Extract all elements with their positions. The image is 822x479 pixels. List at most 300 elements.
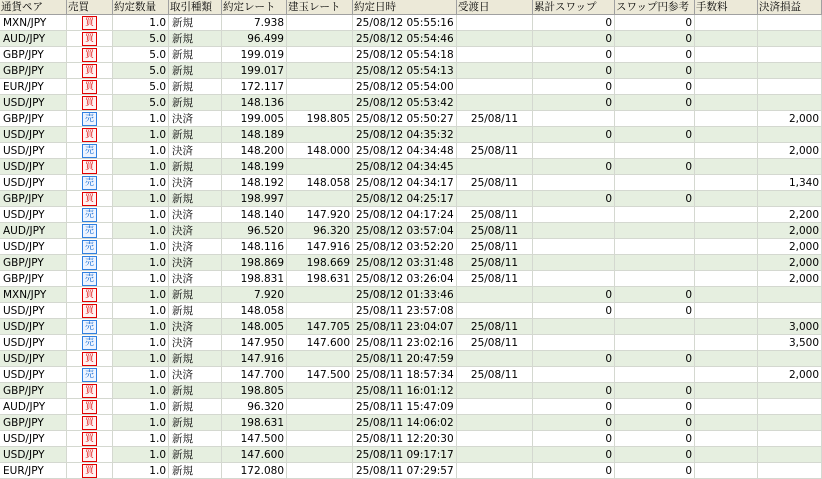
cell-side (67, 143, 113, 159)
header-pair[interactable]: 通貨ペア (0, 0, 67, 15)
cell-pair-text: USD/JPY (3, 161, 45, 173)
cell-swap-reference (615, 223, 695, 239)
cell-profit-loss (758, 79, 822, 95)
cell-settlement-date-text: 25/08/11 (470, 369, 519, 381)
buy-badge: 買 (82, 64, 97, 78)
cell-position-rate (287, 15, 353, 31)
cell-position-rate (287, 415, 353, 431)
cell-cumulative-swap (533, 15, 615, 31)
cell-pair (0, 175, 67, 191)
cell-datetime-text: 25/08/12 01:33:46 (356, 289, 454, 301)
cell-datetime (353, 15, 457, 31)
cell-datetime-text: 25/08/12 03:57:04 (356, 225, 454, 237)
cell-cumulative-swap (533, 63, 615, 79)
cell-profit-loss (758, 271, 822, 287)
cell-pair (0, 303, 67, 319)
cell-profit-loss (758, 255, 822, 271)
cell-side (67, 175, 113, 191)
cell-cumulative-swap-text: 0 (605, 449, 612, 461)
cell-swap-reference (615, 415, 695, 431)
cell-side (67, 95, 113, 111)
cell-rate-text: 148.058 (240, 305, 284, 317)
cell-datetime-text: 25/08/12 03:26:04 (356, 273, 454, 285)
cell-profit-loss-text: 2,000 (788, 241, 819, 253)
cell-type-text: 新規 (172, 401, 193, 413)
cell-settlement-date-text: 25/08/11 (470, 225, 519, 237)
header-datetime[interactable]: 約定日時 (353, 0, 457, 15)
cell-settlement-date (457, 223, 533, 239)
table-row[interactable] (0, 415, 822, 431)
header-type[interactable]: 取引種類 (169, 0, 222, 15)
cell-type (169, 431, 222, 447)
cell-pair (0, 255, 67, 271)
cell-swap-reference (615, 383, 695, 399)
cell-pair-text: USD/JPY (3, 241, 45, 253)
cell-datetime-text: 25/08/11 16:01:12 (356, 385, 454, 397)
cell-swap-reference (615, 159, 695, 175)
cell-qty-text: 1.0 (149, 129, 166, 141)
cell-position-rate (287, 447, 353, 463)
cell-datetime (353, 303, 457, 319)
cell-cumulative-swap-text: 0 (605, 33, 612, 45)
table-row[interactable] (0, 351, 822, 367)
cell-type-text: 決済 (172, 257, 193, 269)
cell-settlement-date (457, 175, 533, 191)
cell-cumulative-swap (533, 351, 615, 367)
cell-pair (0, 399, 67, 415)
cell-pair-text: GBP/JPY (3, 65, 44, 77)
cell-profit-loss-text: 2,200 (788, 209, 819, 221)
cell-type (169, 95, 222, 111)
cell-settlement-date (457, 383, 533, 399)
cell-fee (695, 223, 758, 239)
cell-datetime-text: 25/08/11 23:57:08 (356, 305, 454, 317)
cell-cumulative-swap-text: 0 (605, 417, 612, 429)
cell-datetime-text: 25/08/12 05:54:46 (356, 33, 454, 45)
cell-cumulative-swap-text: 0 (605, 433, 612, 445)
cell-rate-text: 172.080 (240, 465, 284, 477)
cell-profit-loss-text: 2,000 (788, 369, 819, 381)
cell-side (67, 223, 113, 239)
cell-profit-loss-text: 2,000 (788, 273, 819, 285)
cell-pair-text: USD/JPY (3, 353, 45, 365)
header-swap-reference[interactable]: スワップ円参考 (615, 0, 695, 15)
cell-swap-reference-text: 0 (685, 193, 692, 205)
cell-rate (222, 431, 287, 447)
cell-type (169, 143, 222, 159)
cell-cumulative-swap-text: 0 (605, 401, 612, 413)
table-row[interactable] (0, 143, 822, 159)
cell-qty (113, 255, 169, 271)
header-position-rate[interactable]: 建玉レート (287, 0, 353, 15)
cell-datetime (353, 239, 457, 255)
cell-rate (222, 351, 287, 367)
table-row[interactable] (0, 319, 822, 335)
table-row[interactable] (0, 335, 822, 351)
cell-rate (222, 175, 287, 191)
cell-cumulative-swap (533, 319, 615, 335)
cell-datetime (353, 351, 457, 367)
cell-rate-text: 148.140 (240, 209, 284, 221)
table-row[interactable] (0, 431, 822, 447)
header-rate[interactable]: 約定レート (222, 0, 287, 15)
cell-fee (695, 335, 758, 351)
cell-qty (113, 367, 169, 383)
cell-datetime-text: 25/08/11 09:17:17 (356, 449, 454, 461)
cell-side (67, 367, 113, 383)
cell-swap-reference (615, 351, 695, 367)
cell-datetime-text: 25/08/11 20:47:59 (356, 353, 454, 365)
table-row[interactable] (0, 367, 822, 383)
table-row[interactable] (0, 79, 822, 95)
cell-qty (113, 463, 169, 479)
cell-qty-text: 1.0 (149, 193, 166, 205)
cell-qty (113, 351, 169, 367)
cell-qty (113, 95, 169, 111)
table-row[interactable] (0, 127, 822, 143)
cell-swap-reference (615, 143, 695, 159)
cell-cumulative-swap-text: 0 (605, 193, 612, 205)
cell-fee (695, 31, 758, 47)
cell-pair (0, 271, 67, 287)
cell-pair (0, 143, 67, 159)
cell-position-rate-text: 147.600 (306, 337, 350, 349)
cell-side (67, 399, 113, 415)
cell-type-text: 決済 (172, 177, 193, 189)
table-row[interactable] (0, 383, 822, 399)
cell-side (67, 319, 113, 335)
cell-position-rate-text: 198.631 (306, 273, 350, 285)
cell-pair-text: GBP/JPY (3, 385, 44, 397)
cell-datetime (353, 255, 457, 271)
cell-rate-text: 148.116 (240, 241, 284, 253)
cell-settlement-date (457, 95, 533, 111)
cell-datetime (353, 63, 457, 79)
cell-profit-loss (758, 207, 822, 223)
cell-settlement-date (457, 415, 533, 431)
cell-type-text: 決済 (172, 225, 193, 237)
cell-pair (0, 415, 67, 431)
cell-cumulative-swap-text: 0 (605, 305, 612, 317)
cell-pair-text: USD/JPY (3, 129, 45, 141)
cell-qty (113, 287, 169, 303)
cell-pair (0, 159, 67, 175)
cell-pair (0, 111, 67, 127)
cell-pair-text: GBP/JPY (3, 257, 44, 269)
cell-cumulative-swap (533, 399, 615, 415)
cell-rate (222, 111, 287, 127)
cell-type-text: 新規 (172, 433, 193, 445)
cell-rate-text: 147.500 (240, 433, 284, 445)
cell-side (67, 351, 113, 367)
cell-qty-text: 1.0 (149, 145, 166, 157)
cell-fee (695, 303, 758, 319)
cell-datetime-text: 25/08/12 05:55:16 (356, 17, 454, 29)
cell-cumulative-swap (533, 223, 615, 239)
cell-pair (0, 367, 67, 383)
cell-rate (222, 239, 287, 255)
cell-type-text: 新規 (172, 129, 193, 141)
cell-pair (0, 431, 67, 447)
cell-settlement-date (457, 47, 533, 63)
cell-type (169, 239, 222, 255)
table-row[interactable] (0, 111, 822, 127)
cell-type-text: 新規 (172, 385, 193, 397)
cell-pair (0, 207, 67, 223)
cell-settlement-date (457, 15, 533, 31)
cell-position-rate (287, 175, 353, 191)
cell-position-rate (287, 207, 353, 223)
buy-badge: 買 (82, 304, 97, 318)
cell-qty-text: 5.0 (149, 65, 166, 77)
cell-profit-loss (758, 175, 822, 191)
header-row (0, 0, 822, 15)
table-row[interactable] (0, 31, 822, 47)
cell-datetime (353, 447, 457, 463)
cell-datetime-text: 25/08/11 14:06:02 (356, 417, 454, 429)
cell-swap-reference (615, 63, 695, 79)
header-side[interactable]: 売買 (67, 0, 113, 15)
cell-side (67, 415, 113, 431)
table-row[interactable] (0, 207, 822, 223)
cell-cumulative-swap (533, 271, 615, 287)
cell-settlement-date (457, 351, 533, 367)
cell-cumulative-swap (533, 111, 615, 127)
cell-datetime (353, 47, 457, 63)
table-row[interactable] (0, 47, 822, 63)
cell-cumulative-swap-text: 0 (605, 385, 612, 397)
table-row[interactable] (0, 223, 822, 239)
cell-side (67, 383, 113, 399)
table-row[interactable] (0, 463, 822, 479)
cell-qty-text: 1.0 (149, 113, 166, 125)
sell-badge: 売 (82, 368, 97, 382)
cell-type-text: 決済 (172, 145, 193, 157)
cell-type (169, 79, 222, 95)
cell-qty (113, 79, 169, 95)
cell-type-text: 新規 (172, 81, 193, 93)
header-qty[interactable]: 約定数量 (113, 0, 169, 15)
cell-pair (0, 335, 67, 351)
cell-settlement-date-text: 25/08/11 (470, 321, 519, 333)
cell-settlement-date-text: 25/08/11 (470, 145, 519, 157)
cell-swap-reference (615, 335, 695, 351)
cell-swap-reference-text: 0 (685, 33, 692, 45)
cell-qty (113, 399, 169, 415)
cell-profit-loss (758, 31, 822, 47)
cell-qty-text: 1.0 (149, 257, 166, 269)
cell-side (67, 271, 113, 287)
cell-swap-reference-text: 0 (685, 465, 692, 477)
cell-rate (222, 303, 287, 319)
cell-qty (113, 335, 169, 351)
cell-cumulative-swap (533, 191, 615, 207)
cell-rate (222, 335, 287, 351)
cell-settlement-date (457, 431, 533, 447)
cell-position-rate (287, 95, 353, 111)
cell-swap-reference-text: 0 (685, 353, 692, 365)
cell-swap-reference-text: 0 (685, 417, 692, 429)
cell-qty-text: 1.0 (149, 241, 166, 253)
header-profit-loss[interactable]: 決済損益 (758, 0, 822, 15)
cell-swap-reference (615, 111, 695, 127)
cell-swap-reference-text: 0 (685, 449, 692, 461)
cell-rate-text: 148.189 (240, 129, 284, 141)
cell-pair-text: USD/JPY (3, 449, 45, 461)
cell-datetime-text: 25/08/12 04:25:17 (356, 193, 454, 205)
cell-datetime (353, 271, 457, 287)
cell-qty (113, 15, 169, 31)
cell-position-rate (287, 31, 353, 47)
cell-rate-text: 7.938 (253, 17, 284, 29)
table-row[interactable] (0, 447, 822, 463)
cell-pair-text: AUD/JPY (3, 401, 46, 413)
table-row[interactable] (0, 63, 822, 79)
cell-fee (695, 399, 758, 415)
header-settlement-date[interactable]: 受渡日 (457, 0, 533, 15)
cell-cumulative-swap (533, 287, 615, 303)
sell-badge: 売 (82, 224, 97, 238)
cell-qty-text: 1.0 (149, 369, 166, 381)
sell-badge: 売 (82, 320, 97, 334)
cell-datetime-text: 25/08/11 23:02:16 (356, 337, 454, 349)
cell-position-rate (287, 127, 353, 143)
cell-rate-text: 148.136 (240, 97, 284, 109)
cell-qty (113, 239, 169, 255)
buy-badge: 買 (82, 464, 97, 478)
cell-datetime (353, 383, 457, 399)
cell-rate (222, 463, 287, 479)
table-row[interactable] (0, 255, 822, 271)
cell-fee (695, 143, 758, 159)
cell-position-rate (287, 63, 353, 79)
cell-profit-loss (758, 63, 822, 79)
cell-swap-reference (615, 239, 695, 255)
cell-position-rate (287, 303, 353, 319)
table-row[interactable] (0, 15, 822, 31)
cell-rate-text: 198.631 (240, 417, 284, 429)
cell-fee (695, 447, 758, 463)
cell-rate (222, 287, 287, 303)
cell-fee (695, 47, 758, 63)
cell-settlement-date (457, 255, 533, 271)
cell-swap-reference (615, 463, 695, 479)
cell-qty (113, 159, 169, 175)
cell-qty (113, 47, 169, 63)
cell-cumulative-swap (533, 415, 615, 431)
cell-profit-loss (758, 223, 822, 239)
table-row[interactable] (0, 175, 822, 191)
cell-datetime-text: 25/08/12 05:54:00 (356, 81, 454, 93)
cell-qty-text: 1.0 (149, 225, 166, 237)
table-row[interactable] (0, 287, 822, 303)
cell-position-rate (287, 239, 353, 255)
cell-fee (695, 271, 758, 287)
cell-side (67, 111, 113, 127)
cell-pair-text: AUD/JPY (3, 33, 46, 45)
cell-qty (113, 63, 169, 79)
cell-rate (222, 15, 287, 31)
cell-rate-text: 96.520 (247, 225, 284, 237)
cell-rate-text: 148.192 (240, 177, 284, 189)
cell-qty (113, 383, 169, 399)
table-row[interactable] (0, 303, 822, 319)
cell-settlement-date (457, 111, 533, 127)
cell-qty-text: 1.0 (149, 417, 166, 429)
cell-profit-loss (758, 303, 822, 319)
cell-type-text: 決済 (172, 209, 193, 221)
header-cumulative-swap[interactable]: 累計スワップ (533, 0, 615, 15)
cell-qty-text: 1.0 (149, 433, 166, 445)
table-row[interactable] (0, 399, 822, 415)
cell-cumulative-swap-text: 0 (605, 81, 612, 93)
table-row[interactable] (0, 271, 822, 287)
cell-side (67, 463, 113, 479)
cell-settlement-date (457, 335, 533, 351)
table-row[interactable] (0, 191, 822, 207)
cell-side (67, 303, 113, 319)
cell-pair-text: AUD/JPY (3, 225, 46, 237)
cell-datetime-text: 25/08/12 05:54:18 (356, 49, 454, 61)
cell-position-rate (287, 367, 353, 383)
cell-pair-text: USD/JPY (3, 321, 45, 333)
cell-qty-text: 5.0 (149, 33, 166, 45)
cell-pair (0, 127, 67, 143)
table-row[interactable] (0, 239, 822, 255)
cell-settlement-date (457, 463, 533, 479)
cell-rate-text: 199.017 (240, 65, 284, 77)
cell-qty-text: 1.0 (149, 177, 166, 189)
table-row[interactable] (0, 95, 822, 111)
cell-pair (0, 351, 67, 367)
table-row[interactable] (0, 159, 822, 175)
cell-datetime (353, 207, 457, 223)
cell-rate-text: 198.997 (240, 193, 284, 205)
cell-cumulative-swap-text: 0 (605, 289, 612, 301)
cell-profit-loss-text: 1,340 (788, 177, 819, 189)
cell-pair (0, 15, 67, 31)
cell-fee (695, 127, 758, 143)
cell-type (169, 335, 222, 351)
cell-rate-text: 147.950 (240, 337, 284, 349)
cell-qty (113, 319, 169, 335)
cell-pair-text: USD/JPY (3, 305, 45, 317)
cell-profit-loss (758, 239, 822, 255)
cell-type (169, 191, 222, 207)
cell-rate (222, 31, 287, 47)
cell-position-rate-text: 148.058 (306, 177, 350, 189)
cell-datetime-text: 25/08/12 03:52:20 (356, 241, 454, 253)
cell-type-text: 決済 (172, 337, 193, 349)
cell-rate (222, 191, 287, 207)
cell-swap-reference-text: 0 (685, 49, 692, 61)
cell-datetime (353, 335, 457, 351)
cell-datetime-text: 25/08/12 05:53:42 (356, 97, 454, 109)
cell-pair (0, 463, 67, 479)
cell-rate (222, 383, 287, 399)
cell-profit-loss (758, 351, 822, 367)
cell-position-rate-text: 198.805 (306, 113, 350, 125)
cell-side (67, 255, 113, 271)
cell-datetime-text: 25/08/12 04:17:24 (356, 209, 454, 221)
cell-settlement-date (457, 159, 533, 175)
sell-badge: 売 (82, 176, 97, 190)
cell-position-rate-text: 148.000 (306, 145, 350, 157)
cell-side (67, 207, 113, 223)
cell-swap-reference (615, 367, 695, 383)
cell-settlement-date-text: 25/08/11 (470, 241, 519, 253)
header-fee[interactable]: 手数料 (695, 0, 758, 15)
